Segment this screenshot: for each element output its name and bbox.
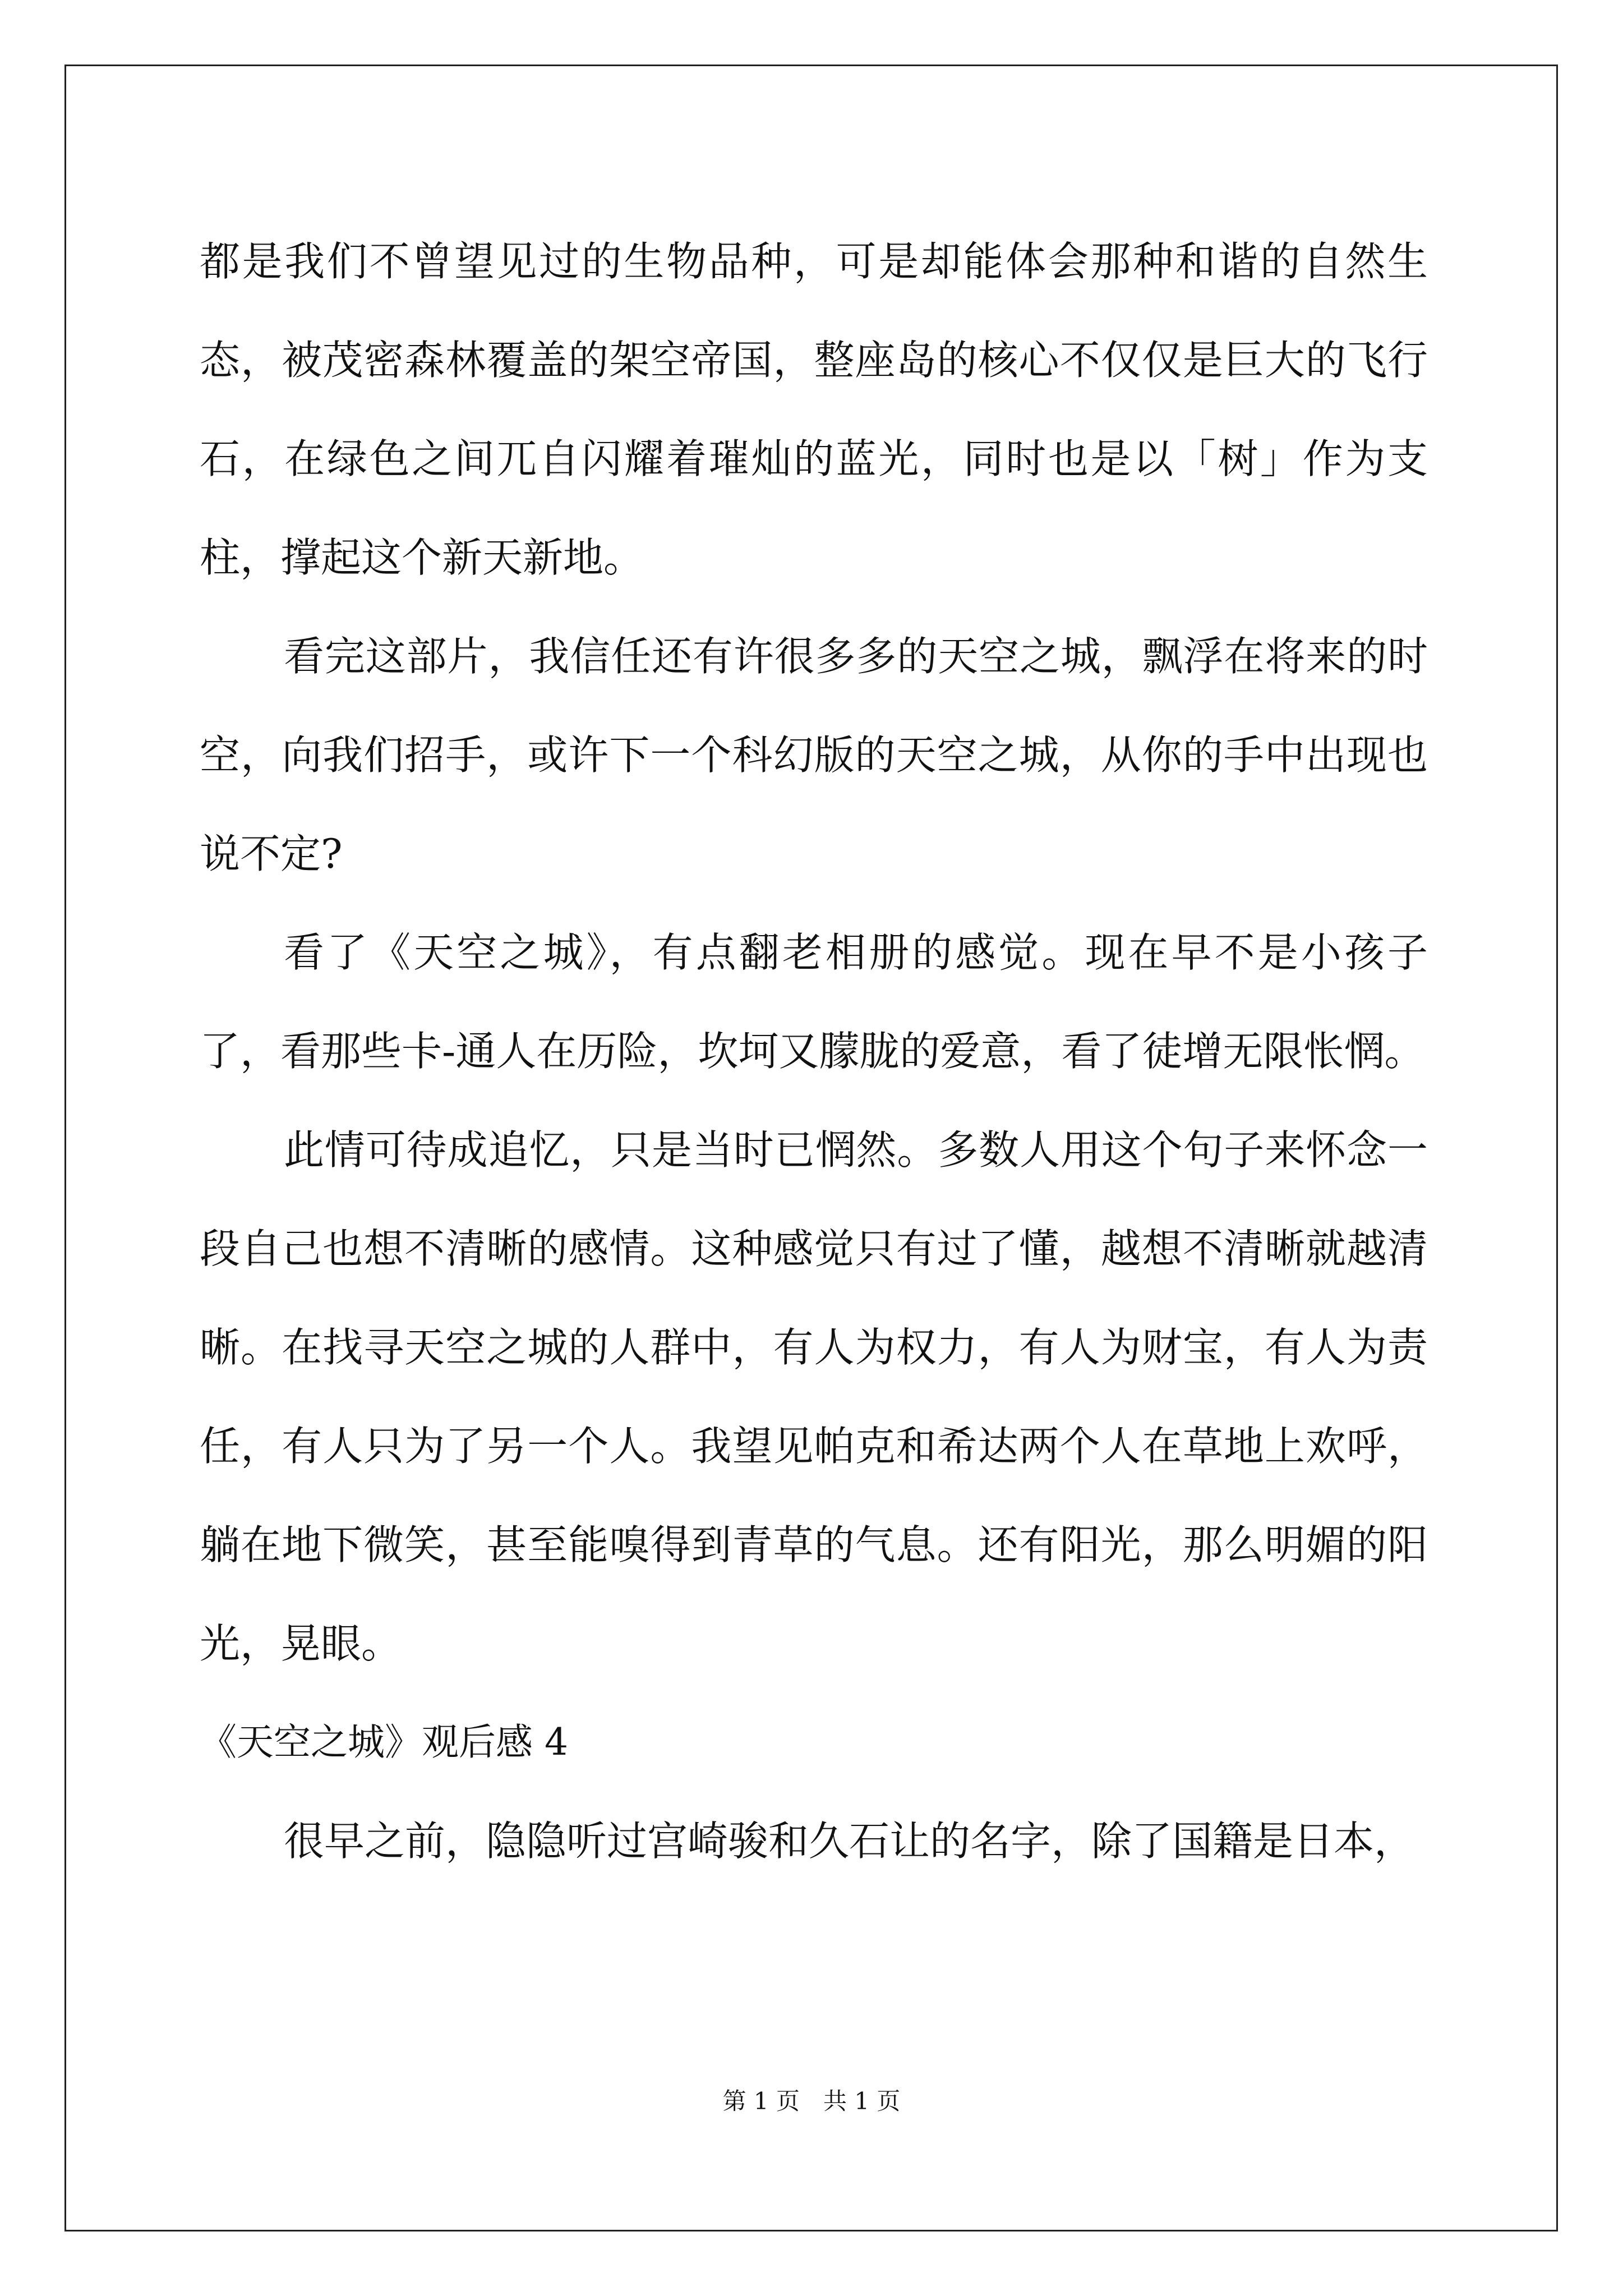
page-footer: 第 1 页 共 1 页	[722, 2087, 901, 2115]
paragraph-4: 此情可待成追忆，只是当时已惘然。多数人用这个句子来怀念一段自己也想不清晰的感情。这种感觉只有过了懂，越想不清晰就越清晰。在找寻天空之城的人群中，有人为权力，有人为财宝，有人为责任，有人只为了另一个人。我望见帕克和希达两个人在草地上欢呼，躺在地下微笑，甚至能嗅得到青草的气息。还有阳光，那么明媚的阳光，晃眼。	[200, 1126, 1428, 1667]
paragraph-1: 都是我们不曾望见过的生物品种，可是却能体会那种和谐的自然生态，被茂密森林覆盖的架空帝国，整座岛的核心不仅仅是巨大的飞行石，在绿色之间兀自闪耀着璀灿的蓝光，同时也是以「树」作为支柱，撑起这个新天新地。	[200, 238, 1428, 581]
paragraph-5: 很早之前，隐隐听过宫崎骏和久石让的名字，除了国籍是日本，	[284, 1818, 1415, 1865]
section-heading: 《天空之城》观后感 4	[200, 1720, 568, 1764]
document-body	[200, 212, 1428, 1890]
paragraph-3: 看了《天空之城》，有点翻老相册的感觉。现在早不是小孩子了，看那些卡-通人在历险，坎坷又朦胧的爱意，看了徒增无限怅惘。	[200, 929, 1428, 1075]
paragraph-2: 看完这部片，我信任还有许很多多的天空之城，飘浮在将来的时空，向我们招手，或许下一个科幻版的天空之城，从你的手中出现也说不定?	[200, 633, 1428, 877]
